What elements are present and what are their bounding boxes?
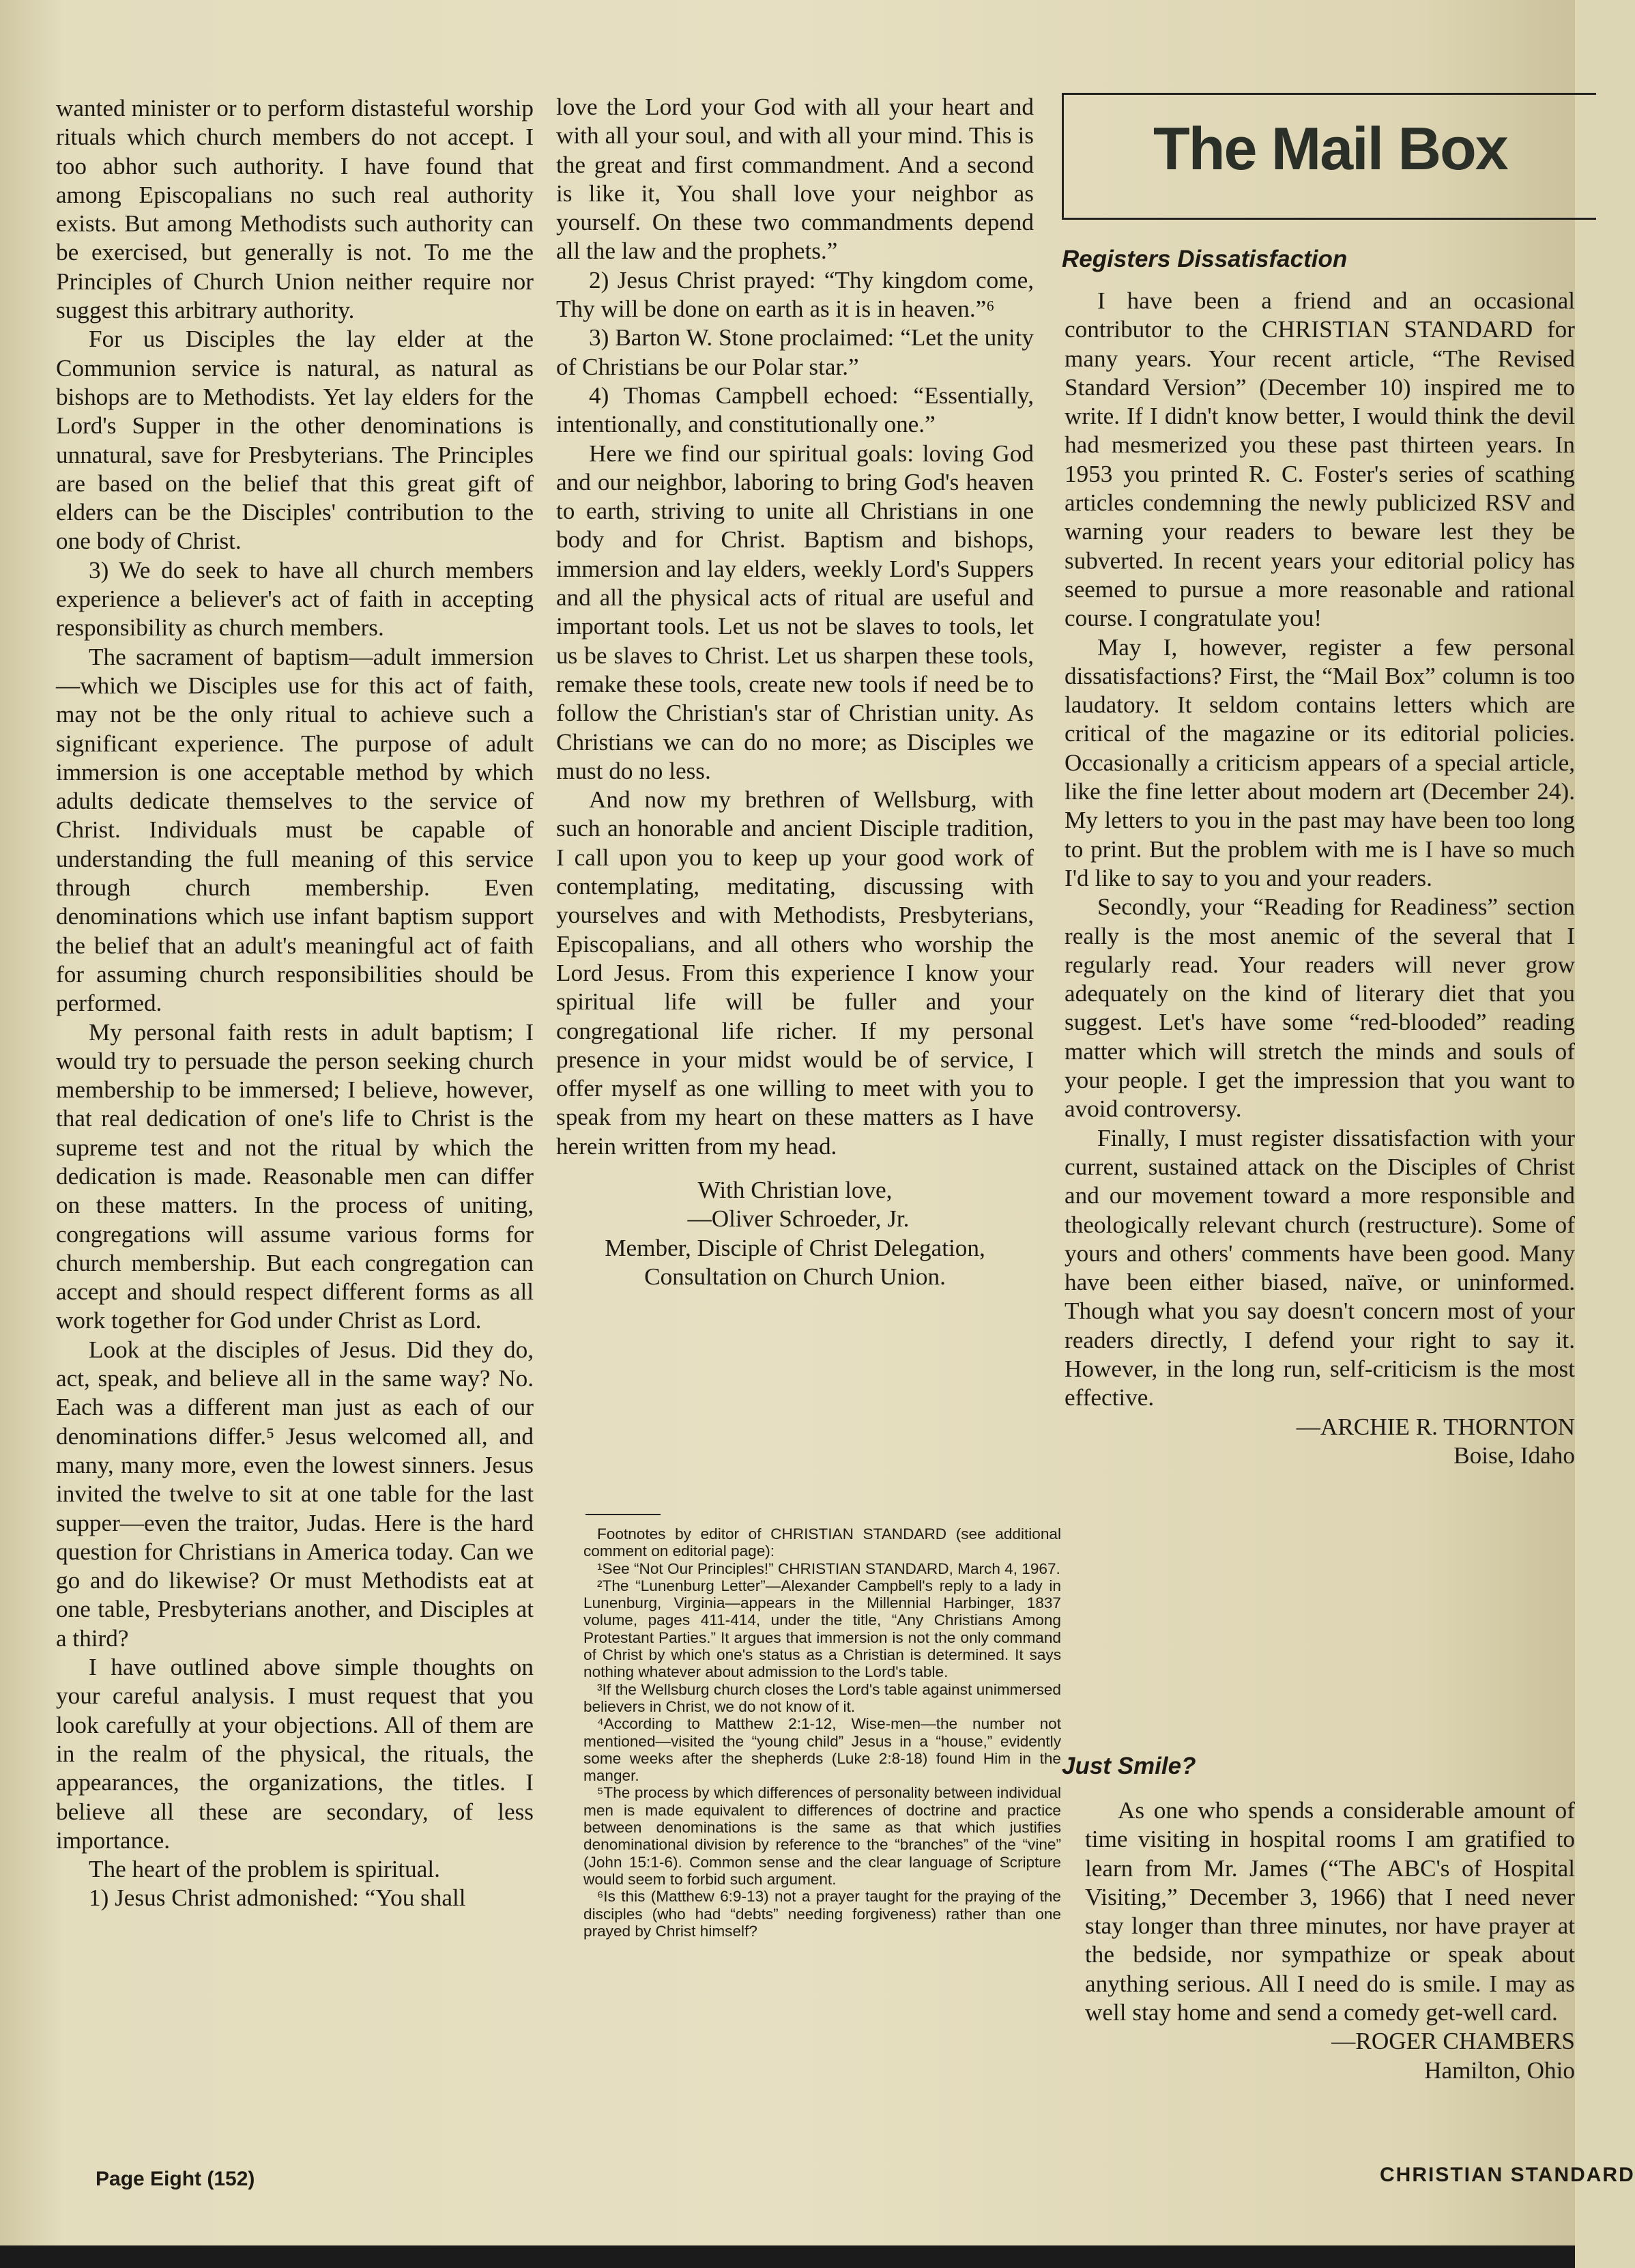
footnote: ¹See “Not Our Principles!” CHRISTIAN STANDARD, March 4, 1967.	[597, 1560, 1060, 1577]
magazine-name: CHRISTIAN STANDARD	[1380, 2164, 1635, 2186]
letter1-place: Boise, Idaho	[1453, 1441, 1575, 1469]
col2-paragraph: 2) Jesus Christ prayed: “Thy kingdom come, Thy will be done on earth as it is in heaven.”⁶	[556, 266, 1034, 323]
article-column-2	[556, 93, 1034, 1291]
letter2-place: Hamilton, Ohio	[1424, 2056, 1575, 2084]
footnote: ⁶Is this (Matthew 6:9-13) not a prayer taught for the praying of the disciples (who had “debts” needing forgiveness) rather than one prayed by Christ himself?	[583, 1888, 1061, 1940]
col1-paragraph: My personal faith rests in adult baptism; I would try to persuade the person seeking church membership to be immersed; I believe, however, that real dedication of one's life to Christ is the supreme test and not the ritual by which the dedication is made. Reasonable men can differ on these matters. In the process of uniting, congregations will assume various forms for church membership. But each congregation can accept and should respect different forms as all work together for God under Christ as Lord.	[56, 1018, 534, 1334]
col2-paragraph: 4) Thomas Campbell echoed: “Essentially, intentionally, and constitutionally one.”	[556, 382, 1034, 438]
col1-paragraph: The sacrament of baptism—adult immersion—which we Disciples use for this act of faith, may not be the only ritual to achieve such a significant experience. The purpose of adult immersion is one acceptable method by which adults dedicate themselves to the service of Christ. Individuals must be capable of understanding the full meaning of this service through church membership. Even denominations which use infant baptism support the belief that an adult's meaningful act of faith for assuming church responsibilities should be performed.	[56, 643, 534, 1017]
letter2-paragraph: As one who spends a considerable amount of time visiting in hospital rooms I am gratified to learn from Mr. James (“The ABC's of Hospital Visiting,” December 3, 1966) that I need never stay longer than three minutes, nor have prayer at the bedside, nor sympathize or speak about anything serious. All I need do is smile. I may as well stay home and send a comedy get-well card.	[1085, 1797, 1575, 2026]
letter1-paragraph: May I, however, register a few personal dissatisfactions? First, the “Mail Box” column is too laudatory. It seldom contains letters which are critical of the magazine or its editorial policies. Occasionally a criticism appears of a special article, like the fine letter about modern art (December 24). My letters to you in the past may have been too long to print. But the problem with me is I have so much I'd like to say to you and your readers.	[1065, 633, 1575, 891]
col1-paragraph: 3) We do seek to have all church members experience a believer's act of faith in accepting responsibility as church members.	[56, 556, 534, 642]
signoff-closing: With Christian love,	[697, 1176, 893, 1203]
letter1-paragraph: I have been a friend and an occasional contributor to the CHRISTIAN STANDARD for many years. Your recent article, “The Revised Standard Version” (December 10) inspired me to write. If I didn't know better, I would think the devil had mesmerized you these past thirteen years. In 1953 you printed R. C. Foster's series of scathing articles condemning the newly publicized RSV and warning your readers to beware lest they be subverted. In recent years your editorial policy has seemed to pursue a more reasonable and rational course. I congratulate you!	[1065, 287, 1575, 632]
col1-paragraph: Look at the disciples of Jesus. Did they do, act, speak, and believe all in the same way? No. Each was a different man just as each of our denominations differ.⁵ Jesus welcomed all, and many, many more, even the lowest sinners. Jesus invited the twelve to sit at one table for the last supper—even the traitor, Judas. Here is the hard question for Christians in America today. Can we go and do likewise? Or must Methodists eat at one table, Presbyterians another, and Disciples at a third?	[56, 1336, 534, 1652]
col2-paragraph: 3) Barton W. Stone proclaimed: “Let the unity of Christians be our Polar star.”	[556, 324, 1034, 380]
col1-paragraph: The heart of the problem is spiritual.	[89, 1856, 440, 1883]
letter2-heading: Just Smile?	[1062, 1753, 1196, 1779]
article-column-1	[56, 94, 534, 1913]
col2-paragraph: Here we find our spiritual goals: loving God and our neighbor, laboring to bring God's heaven to earth, striving to unite all Christians in one body and for Christ. Baptism and bishops, immersion and lay elders, weekly Lord's Suppers and all the physical acts of ritual are useful and important tools. Let us not be slaves to tools, let us be slaves to Christ. Let us sharpen these tools, remake these tools, create new tools if need be to follow the Christian's star of Christian unity. As Christians we can do no more; as Disciples we must do no less.	[556, 440, 1034, 784]
col1-paragraph: 1) Jesus Christ admonished: “You shall	[89, 1884, 466, 1912]
letter1-paragraph: Finally, I must register dissatisfaction with your current, sustained attack on the Disciples of Christ and our movement toward a more responsible and theologically relevant church (restructure). Some of yours and others' comments have been good. Many have been either biased, naïve, or uninformed. Though what you say doesn't concern most of your readers directly, I defend your right to say it. However, in the long run, self-criticism is the most effective.	[1065, 1124, 1575, 1411]
footnote: ³If the Wellsburg church closes the Lord's table against unimmersed believers in Christ, we do not know of it.	[583, 1680, 1061, 1715]
letter1-signature: —ARCHIE R. THORNTON	[1296, 1413, 1575, 1440]
letter1-paragraph: Secondly, your “Reading for Readiness” section really is the most anemic of the several that I regularly read. Your readers will never grow adequately on the kind of literary diet that you suggest. Let's have some “red-blooded” reading matter which will stretch the minds and souls of your people. I get the impression that you want to avoid controversy.	[1065, 893, 1575, 1123]
footnote: ⁵The process by which differences of personality between individual men is made equivalent to differences of doctrine and practice between denominations is the same as that which justifies denominational division by reference to the “branches” of the “vine” (John 15:1-6). Common sense and the clear language of Scripture would seem to forbid such argument.	[583, 1784, 1061, 1888]
letter2-signature: —ROGER CHAMBERS	[1331, 2028, 1575, 2055]
col1-paragraph: For us Disciples the lay elder at the Communion service is natural, as natural as bishops are to Methodists. Yet lay elders for the Lord's Supper in the other denominations is unnatural, save for Presbyterians. The Principles are based on the belief that this great gift of elders can be the Disciples' contribution to the one body of Christ.	[56, 326, 534, 555]
signoff-name: —Oliver Schroeder, Jr.	[687, 1205, 910, 1233]
article-signoff	[556, 1176, 1034, 1291]
letter2-body	[1085, 1796, 1575, 2124]
footnote-divider	[585, 1514, 661, 1515]
col2-paragraph: love the Lord your God with all your heart and with all your soul, and with all your mind. This is the great and first commandment. And a second is like it, You shall love your neighbor as yourself. On these two commandments depend all the law and the prophets.”	[556, 94, 1034, 265]
letter1-heading: Registers Dissatisfaction	[1062, 246, 1348, 272]
footnotes	[583, 1525, 1061, 1940]
footnote: Footnotes by editor of CHRISTIAN STANDARD (see additional comment on editorial page):	[583, 1525, 1061, 1560]
page-edge-shadow	[0, 2245, 1575, 2268]
col2-paragraph: And now my brethren of Wellsburg, with such an honorable and ancient Disciple tradition, I call upon you to keep up your good work of contemplating, meditating, discussing with yourselves and with Methodists, Presbyterians, Episcopalians, and all others who worship the Lord Jesus. From this experience I know your spiritual life will be fuller and your congregational life richer. If my personal presence in your midst would be of service, I offer myself as one willing to meet with you to speak from my heart on these matters as I have herein written from my head.	[556, 786, 1034, 1160]
signoff-title: Member, Disciple of Christ Delegation, Consultation on Church Union.	[605, 1234, 985, 1290]
footnote: ⁴According to Matthew 2:1-12, Wise-men—the number not mentioned—visited the “young child” Jesus in a “house,” evidently some weeks after the shepherds (Luke 2:8-18) found Him in the manger.	[583, 1715, 1061, 1785]
col1-paragraph: I have outlined above simple thoughts on your careful analysis. I must request that you look carefully at your objections. All of them are in the realm of the physical, the rituals, the appearances, the organizations, the titles. I believe all these are secondary, of less importance.	[56, 1654, 534, 1854]
mailbox-title: The Mail Box	[1153, 115, 1507, 182]
page-number: Page Eight (152)	[96, 2168, 255, 2190]
footnote: ²The “Lunenburg Letter”—Alexander Campbell's reply to a lady in Lunenburg, Virginia—appears in the Millennial Harbinger, 1837 volume, pages 411-414, under the title, “Any Christians Among Protestant Parties.” It argues that immersion is not the only command of Christ by which one's status as a Christian is determined. It says nothing whatever about admission to the Lord's table.	[583, 1577, 1061, 1681]
col1-paragraph: wanted minister or to perform distasteful worship rituals which church members do not accept. I too abhor such authority. I have found that among Episcopalians no such real authority exists. But among Methodists such authority can be exercised, but generally is not. To me the Principles of Church Union neither require nor suggest this arbitrary authority.	[56, 95, 534, 324]
